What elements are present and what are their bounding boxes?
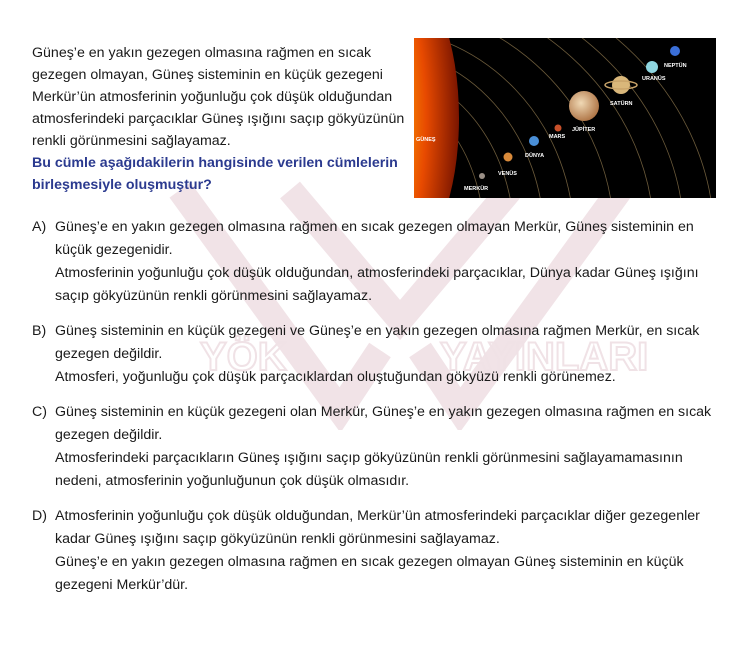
uranus-shape [646,61,658,73]
option-letter: C) [32,404,47,420]
label-jupiter: JÜPİTER [572,127,596,133]
option-c[interactable] [32,401,722,493]
jupiter-shape [569,91,599,121]
question-intro [32,42,412,196]
earth-shape [529,136,539,146]
option-letter: A) [32,219,47,235]
option-sentence-2: Atmosferindeki parçacıkların Güneş ışığını saçıp gökyüzünün renkli görünmesini sağlayamamasının nedeni, atmosferinin yoğunluğunun çok düşük olmasıdır. [55,450,683,489]
option-sentence-1: Güneş’e en yakın gezegen olmasına rağmen en sıcak gezegen olmayan Merkür, Güneş sisteminin en küçük gezegenidir. [55,219,694,258]
option-sentence-2: Atmosferinin yoğunluğu çok düşük olduğundan, atmosferindeki parçacıklar, Dünya kadar Güneş ışığını saçıp gökyüzünün renkli görünmesini sağlayamaz. [55,265,699,304]
option-sentence-1: Güneş sisteminin en küçük gezegeni ve Güneş’e en yakın gezegen olmasına rağmen Merkür, en sıcak gezegen değildir. [55,323,700,362]
label-neptun: NEPTÜN [664,63,687,69]
option-a[interactable] [32,216,722,308]
label-venus: VENÜS [498,171,517,177]
solar-system-image [414,38,716,198]
option-sentence-2: Atmosferi, yoğunluğu çok düşük parçacıklardan oluştuğundan gökyüzü renkli görünemez. [55,369,616,385]
option-sentence-1: Atmosferinin yoğunluğu çok düşük olduğundan, Merkür’ün atmosferindeki parçacıklar diğer gezegenler kadar Güneş ışığını saçıp gökyüzünün renkli görünmesini sağlayamaz. [55,508,700,547]
option-b[interactable] [32,320,722,389]
label-dunya: DÜNYA [525,153,545,159]
label-uranus: URANÜS [642,76,666,82]
option-d[interactable] [32,505,722,597]
mars-shape [555,125,562,132]
watermark-text-left: YÖK [200,335,287,379]
option-sentence-1: Güneş sisteminin en küçük gezegeni olan Merkür, Güneş’e en yakın gezegen olmasına rağmen en sıcak gezegen değildir. [55,404,712,443]
label-gunes: GÜNEŞ [416,137,436,143]
mercury-shape [479,173,485,179]
watermark-text-right: YAYINLARI [440,335,649,379]
option-sentence-2: Güneş’e en yakın gezegen olmasına rağmen en sıcak gezegen olmayan Güneş sisteminin en küçük gezegeni Merkür’dür. [55,554,684,593]
question-prompt: Bu cümle aşağıdakilerin hangisinde verilen cümlelerin birleşmesiyle oluşmuştur? [32,155,398,193]
sun-shape [414,38,459,198]
label-saturn: SATÜRN [610,101,633,107]
neptune-shape [670,46,680,56]
option-letter: D) [32,508,47,524]
venus-shape [504,153,513,162]
question-stem-text: Güneş’e en yakın gezegen olmasına rağmen en sıcak gezegen olmayan, Güneş sisteminin en küçük gezegeni Merkür’ün atmosferinin yoğunluğu çok düşük olduğundan atmosferindeki parçacıklar Güneş ışığını saçıp gökyüzünün renkli görünmesini sağlayamaz. [32,45,405,149]
label-mars: MARS [549,134,566,140]
label-merkur: MERKÜR [464,186,489,192]
answer-options [32,216,722,609]
option-letter: B) [32,323,47,339]
